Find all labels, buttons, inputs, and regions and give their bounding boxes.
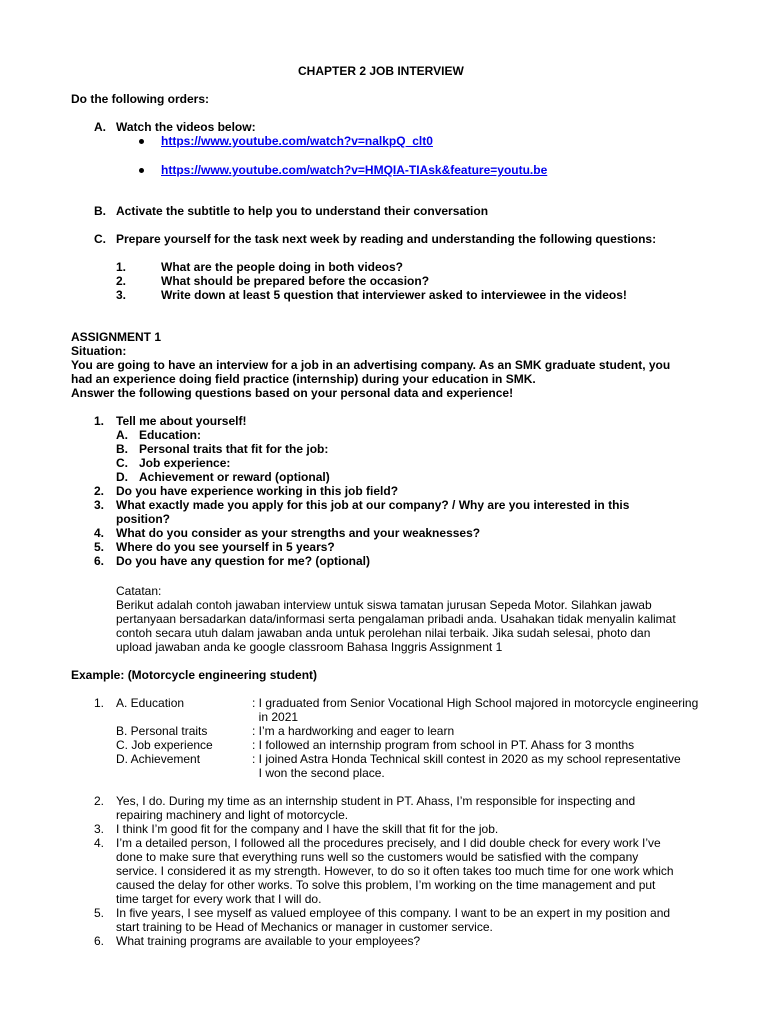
sub-question-text: Personal traits that fit for the job: — [139, 442, 329, 456]
example-answer-line: In five years, I see myself as valued employee of this company. I want to be an expert in my position and — [116, 906, 671, 920]
assignment-heading: ASSIGNMENT 1 — [71, 330, 162, 344]
sub-question-text: Achievement or reward (optional) — [139, 470, 330, 484]
example-answer-num: 1. — [94, 696, 105, 710]
prep-question-num: 1. — [116, 260, 127, 274]
example-heading: Example: (Motorcycle engineering student) — [71, 668, 318, 682]
note-line: pertanyaan bersadarkan data/informasi serta pengalaman pribadi anda. Usahakan tidak menyalin kalimat — [116, 612, 676, 626]
example-detail-value: : I’m a hardworking and eager to learn — [252, 724, 455, 738]
order-b-text: Activate the subtitle to help you to understand their conversation — [116, 204, 489, 218]
question-num: 6. — [94, 554, 105, 568]
example-answer-num: 2. — [94, 794, 105, 808]
example-answer-line: Yes, I do. During my time as an internship student in PT. Ahass, I’m responsible for inspecting and — [116, 794, 636, 808]
question-num: 2. — [94, 484, 105, 498]
intro-text: Do the following orders: — [71, 92, 209, 106]
situation-line: You are going to have an interview for a job in an advertising company. As an SMK graduate student, you — [71, 358, 671, 372]
page-title: CHAPTER 2 JOB INTERVIEW — [298, 64, 464, 78]
sub-question-text: Education: — [139, 428, 201, 442]
example-answer-line: done to make sure that everything runs well so the customers would be satisfied with the company — [116, 850, 639, 864]
example-answer-line: I think I’m good fit for the company and I have the skill that fit for the job. — [116, 822, 499, 836]
example-detail-value: I won the second place. — [252, 766, 385, 780]
order-a-letter: A. — [94, 120, 106, 134]
sub-question-letter: D. — [116, 470, 128, 484]
example-detail-label: B. Personal traits — [116, 724, 208, 738]
situation-line: had an experience doing field practice (internship) during your education in SMK. — [71, 372, 536, 386]
example-answer-line: repairing machinery and light of motorcycle. — [116, 808, 349, 822]
example-answer-line: start training to be Head of Mechanics or manager in customer service. — [116, 920, 493, 934]
prep-question-num: 2. — [116, 274, 127, 288]
sub-question-letter: B. — [116, 442, 128, 456]
example-detail-label: A. Education — [116, 696, 185, 710]
example-answer-num: 6. — [94, 934, 105, 948]
sub-question-letter: A. — [116, 428, 128, 442]
question-text: What do you consider as your strengths and your weaknesses? — [116, 526, 481, 540]
example-answer-line: I’m a detailed person, I followed all the procedures precisely, and I did double check for every work I’ve — [116, 836, 661, 850]
order-c-text: Prepare yourself for the task next week by reading and understanding the following questions: — [116, 232, 657, 246]
sub-question-text: Job experience: — [139, 456, 231, 470]
bullet-icon — [139, 168, 144, 173]
example-detail-value: : I followed an internship program from school in PT. Ahass for 3 months — [252, 738, 635, 752]
question-text: What exactly made you apply for this job at our company? / Why are you interested in this — [116, 498, 630, 512]
note-line: Berikut adalah contoh jawaban interview untuk siswa tamatan jurusan Sepeda Motor. Silahkan jawab — [116, 598, 652, 612]
question-num: 5. — [94, 540, 105, 554]
question-num: 1. — [94, 414, 105, 428]
example-detail-value: in 2021 — [252, 710, 299, 724]
example-answer-line: caused the delay for other works. To solve this problem, I’m working on the time management and put — [116, 878, 656, 892]
video-link-2[interactable]: https://www.youtube.com/watch?v=HMQIA-TIAsk&feature=youtu.be — [161, 163, 548, 177]
sub-question-letter: C. — [116, 456, 128, 470]
example-detail-label: C. Job experience — [116, 738, 213, 752]
bullet-icon — [139, 139, 144, 144]
example-detail-label: D. Achievement — [116, 752, 201, 766]
question-text: position? — [116, 512, 170, 526]
question-text: Where do you see yourself in 5 years? — [116, 540, 335, 554]
prep-question-text: What should be prepared before the occasion? — [161, 274, 430, 288]
order-a-text: Watch the videos below: — [116, 120, 256, 134]
example-answer-num: 4. — [94, 836, 105, 850]
question-num: 3. — [94, 498, 105, 512]
note-line: contoh secara utuh dalam jawaban anda untuk perolehan nilai terbaik. Jika sudah selesai, photo dan — [116, 626, 651, 640]
example-answer-num: 3. — [94, 822, 105, 836]
prep-question-num: 3. — [116, 288, 127, 302]
example-detail-value: : I graduated from Senior Vocational High School majored in motorcycle engineering — [252, 696, 699, 710]
example-answer-line: What training programs are available to your employees? — [116, 934, 421, 948]
note-label: Catatan: — [116, 584, 162, 598]
example-answer-line: time target for every work that I will do. — [116, 892, 322, 906]
question-text: Do you have any question for me? (optional) — [116, 554, 371, 568]
order-c-letter: C. — [94, 232, 106, 246]
question-num: 4. — [94, 526, 105, 540]
note-line: upload jawaban anda ke google classroom Bahasa Inggris Assignment 1 — [116, 640, 503, 654]
situation-line: Answer the following questions based on your personal data and experience! — [71, 386, 514, 400]
example-answer-num: 5. — [94, 906, 105, 920]
example-answer-line: service. I considered it as my strength. However, to do so it often takes too much time for one work which — [116, 864, 674, 878]
question-text: Tell me about yourself! — [116, 414, 247, 428]
video-link-1[interactable]: https://www.youtube.com/watch?v=nalkpQ_clt0 — [161, 134, 433, 148]
order-b-letter: B. — [94, 204, 106, 218]
prep-question-text: What are the people doing in both videos? — [161, 260, 404, 274]
question-text: Do you have experience working in this job field? — [116, 484, 399, 498]
prep-question-text: Write down at least 5 question that interviewer asked to interviewee in the videos! — [161, 288, 627, 302]
example-detail-value: : I joined Astra Honda Technical skill contest in 2020 as my school representative — [252, 752, 681, 766]
situation-label: Situation: — [71, 344, 127, 358]
